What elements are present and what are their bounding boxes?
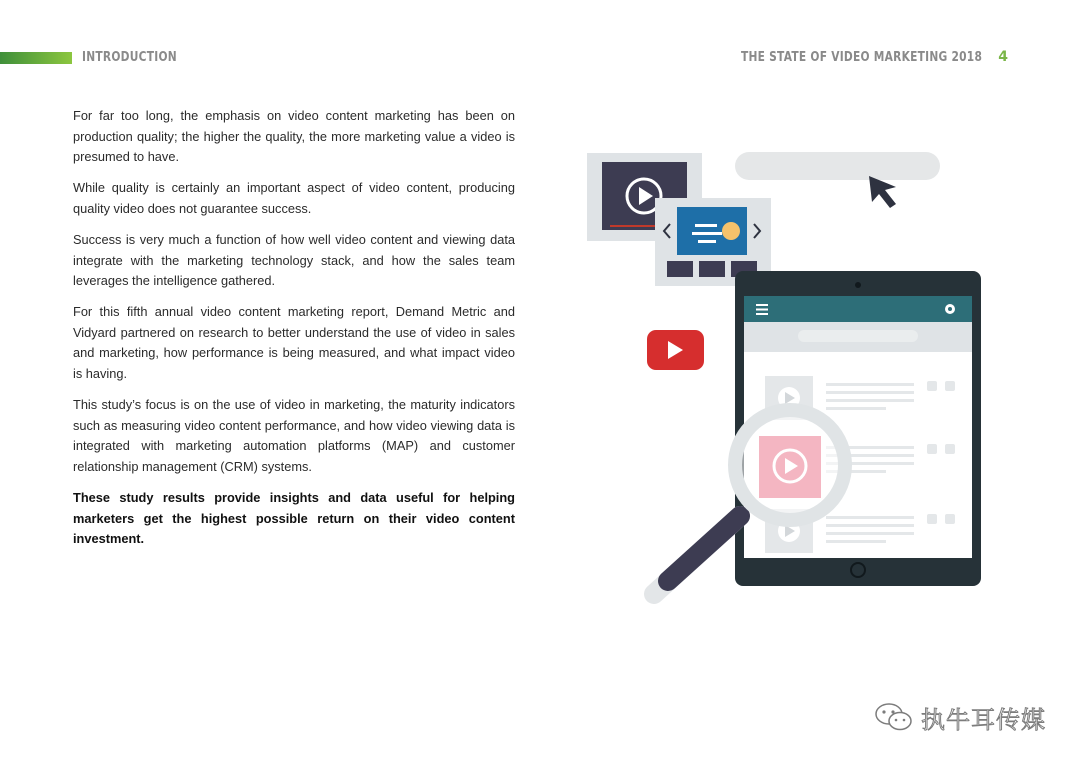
header-accent-bar (0, 52, 72, 64)
paragraph: This study’s focus is on the use of video in marketing, the maturity indicators such as measuring video content performance, and how video viewing data is integrated with marketing automation platforms (MAP) and customer relationship management (CRM) systems. (73, 397, 515, 474)
intro-body (73, 106, 515, 560)
conclusion-paragraph: These study results provide insights and data useful for helping marketers get the highest possible return on their video content investment. (73, 490, 515, 547)
section-title: INTRODUCTION (82, 50, 177, 65)
report-title: THE STATE OF VIDEO MARKETING 2018 (740, 50, 982, 65)
page-number: 4 (998, 49, 1008, 65)
watermark-text: 执牛耳传媒 (921, 705, 1046, 734)
wechat-icon (873, 700, 915, 734)
thumbs-up-icon (927, 381, 937, 391)
thumbs-down-icon (945, 381, 955, 391)
cursor-icon (869, 176, 896, 208)
watermark (873, 700, 1046, 734)
paragraph: For this fifth annual video content marketing report, Demand Metric and Vidyard partnered on research to better understand the use of video in sales and marketing, how performance is being measured, and what impact video is having. (73, 304, 515, 382)
paragraph: For far too long, the emphasis on video content marketing has been on production quality; the higher the quality, the more marketing value a video is presumed to have. (73, 108, 515, 165)
hamburger-menu-icon (756, 304, 768, 306)
video-marketing-illustration (560, 140, 1000, 620)
youtube-icon (647, 330, 704, 370)
paragraph: Success is very much a function of how well video content and viewing data integrate with the marketing technology stack, and how the sales team leverages the intelligence gathered. (73, 231, 515, 289)
paragraph: While quality is certainly an important aspect of video content, producing quality video does not guarantee success. (73, 180, 515, 216)
